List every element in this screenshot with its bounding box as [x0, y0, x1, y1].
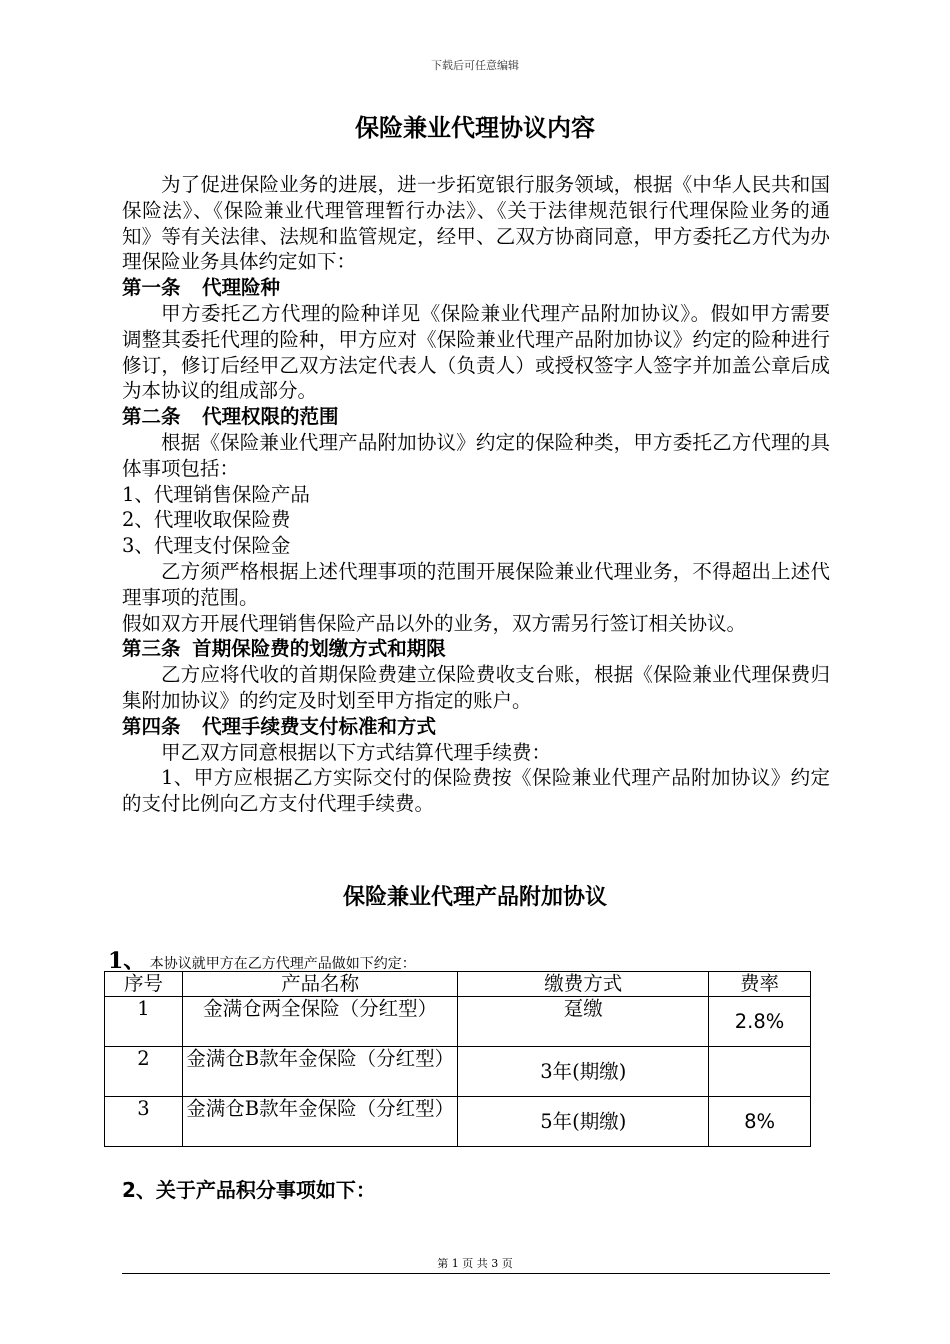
header-cell-method: 缴费方式: [458, 972, 709, 997]
cell-no: 2: [105, 1047, 183, 1097]
cell-method: 5年(期缴): [458, 1097, 709, 1147]
page-number: 第 1 页 共 3 页: [437, 1257, 513, 1270]
page-header-note: 下载后可任意编辑: [431, 59, 519, 72]
header-cell-no: 序号: [105, 972, 183, 997]
cell-method: 趸缴: [458, 997, 709, 1047]
document-title: 保险兼业代理协议内容: [355, 114, 595, 142]
table-row: [105, 997, 811, 1047]
article-4-text-2: 1、甲方应根据乙方实际交付的保险费按《保险兼业代理产品附加协议》约定的支付比例向乙方支付代理手续费。: [122, 766, 830, 816]
appendix-title: 保险兼业代理产品附加协议: [342, 885, 607, 910]
article-1-number: 第一条: [122, 276, 181, 300]
cell-rate: [709, 1047, 811, 1097]
header-cell-rate: 费率: [709, 972, 811, 997]
product-table: [104, 971, 811, 1147]
article-1-text: 甲方委托乙方代理的险种详见《保险兼业代理产品附加协议》。假如甲方需要调整其委托代理的险种，甲方应对《保险兼业代理产品附加协议》约定的险种进行修订，修订后经甲乙双方法定代表人（负责人）或授权签字人签字并加盖公章后成为本协议的组成部分。: [122, 301, 830, 403]
cell-method: 3年(期缴): [458, 1047, 709, 1097]
article-2-item: 3、代理支付保险金: [122, 534, 291, 558]
article-4-title: 代理手续费支付标准和方式: [201, 714, 436, 738]
article-3-text: 乙方应将代收的首期保险费建立保险费收支台账，根据《保险兼业代理保费归集附加协议》的约定及时划至甲方指定的账户。: [122, 663, 830, 712]
appendix-item-1-number: 1、: [108, 948, 146, 974]
document-body: [122, 172, 830, 817]
footer-divider: [122, 1273, 830, 1274]
table-header-row: [105, 972, 811, 997]
article-2-text-2: 乙方须严格根据上述代理事项的范围开展保险兼业代理业务，不得超出上述代理事项的范围。: [122, 559, 830, 609]
article-2-item: 1、代理销售保险产品: [122, 482, 310, 506]
article-2-title: 代理权限的范围: [201, 405, 339, 429]
cell-no: 1: [105, 997, 183, 1047]
cell-name: 金满仓B款年金保险（分红型）: [182, 1047, 458, 1097]
article-3-number: 第三条: [122, 637, 181, 661]
appendix-item-2: 2、关于产品积分事项如下：: [122, 1178, 376, 1202]
article-4-heading: [122, 714, 830, 740]
cell-name: 金满仓两全保险（分红型）: [182, 997, 458, 1047]
article-1-title: 代理险种: [201, 276, 280, 300]
article-3-title: 首期保险费的划缴方式和期限: [192, 637, 446, 661]
cell-name: 金满仓B款年金保险（分红型）: [182, 1097, 458, 1147]
cell-rate: 8%: [709, 1097, 811, 1147]
header-cell-name: 产品名称: [182, 972, 458, 997]
article-1-heading: [122, 275, 830, 301]
article-4-text: 甲乙双方同意根据以下方式结算代理手续费：: [161, 740, 552, 764]
article-2-text: 根据《保险兼业代理产品附加协议》约定的保险种类，甲方委托乙方代理的具体事项包括：: [122, 430, 830, 480]
intro-paragraph: 为了促进保险业务的进展，进一步拓宽银行服务领域，根据《中华人民共和国保险法》、《保险兼业代理管理暂行办法》、《关于法律规范银行代理保险业务的通知》等有关法律、法规和监管规定，经甲、乙双方协商同意，甲方委托乙方代为办理保险业务具体约定如下：: [122, 173, 830, 274]
cell-no: 3: [105, 1097, 183, 1147]
article-2-number: 第二条: [122, 405, 181, 429]
article-2-heading: [122, 404, 830, 430]
table-row: [105, 1047, 811, 1097]
table-row: [105, 1097, 811, 1147]
article-2-text-3: 假如双方开展代理销售保险产品以外的业务，双方需另行签订相关协议。: [122, 611, 747, 635]
appendix-item-1-text: 本协议就甲方在乙方代理产品做如下约定：: [149, 956, 416, 972]
cell-rate: 2.8%: [709, 997, 811, 1047]
article-4-number: 第四条: [122, 714, 181, 738]
article-3-heading: [122, 636, 830, 662]
article-2-item: 2、代理收取保险费: [122, 508, 291, 532]
